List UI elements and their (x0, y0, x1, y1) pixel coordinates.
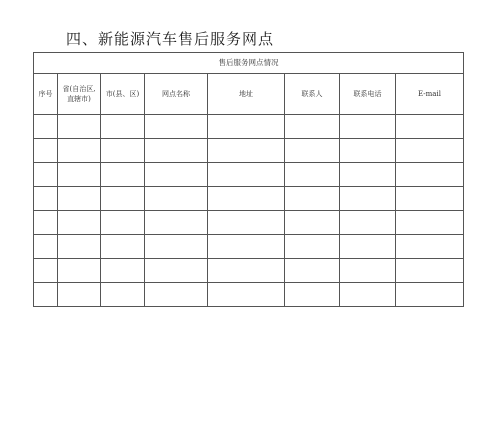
table-cell[interactable] (396, 259, 464, 283)
table-cell[interactable] (101, 163, 145, 187)
table-cell[interactable] (34, 211, 58, 235)
table-cell[interactable] (58, 187, 101, 211)
table-cell[interactable] (145, 163, 208, 187)
table-cell[interactable] (34, 235, 58, 259)
table-cell[interactable] (101, 235, 145, 259)
table-row (34, 187, 464, 211)
table-cell[interactable] (396, 211, 464, 235)
table-cell[interactable] (145, 235, 208, 259)
table-cell[interactable] (145, 139, 208, 163)
table-cell[interactable] (340, 163, 396, 187)
table-row (34, 235, 464, 259)
table-title-row (34, 53, 464, 74)
column-header-contact: 联系人 (285, 74, 340, 115)
column-header-address: 地址 (208, 74, 285, 115)
table-cell[interactable] (396, 115, 464, 139)
table-cell[interactable] (208, 139, 285, 163)
table-cell[interactable] (145, 259, 208, 283)
table-cell[interactable] (208, 235, 285, 259)
table-row (34, 283, 464, 307)
table-cell[interactable] (145, 187, 208, 211)
table-cell[interactable] (58, 259, 101, 283)
table-row (34, 259, 464, 283)
table-cell[interactable] (101, 187, 145, 211)
table-cell[interactable] (340, 259, 396, 283)
table-cell[interactable] (34, 115, 58, 139)
table-cell[interactable] (34, 187, 58, 211)
table-cell[interactable] (285, 115, 340, 139)
table-cell[interactable] (145, 283, 208, 307)
table-cell[interactable] (340, 187, 396, 211)
table-cell[interactable] (101, 283, 145, 307)
table-cell[interactable] (58, 235, 101, 259)
table-cell[interactable] (34, 139, 58, 163)
table-cell[interactable] (285, 259, 340, 283)
column-header-index: 序号 (34, 74, 58, 115)
column-header-email: E-mail (396, 74, 464, 115)
table-cell[interactable] (340, 115, 396, 139)
table-cell[interactable] (101, 115, 145, 139)
table-row (34, 211, 464, 235)
column-header-outlet-name: 网点名称 (145, 74, 208, 115)
table-cell[interactable] (285, 139, 340, 163)
column-header-city: 市(县、区) (101, 74, 145, 115)
table-cell[interactable] (34, 259, 58, 283)
table-cell[interactable] (58, 115, 101, 139)
table-cell[interactable] (208, 115, 285, 139)
table-cell[interactable] (340, 211, 396, 235)
table-header-row (34, 74, 464, 115)
table-cell[interactable] (396, 163, 464, 187)
column-header-phone: 联系电话 (340, 74, 396, 115)
table-cell[interactable] (58, 163, 101, 187)
table-cell[interactable] (340, 283, 396, 307)
table-cell[interactable] (101, 211, 145, 235)
table-cell[interactable] (285, 163, 340, 187)
table-cell[interactable] (285, 235, 340, 259)
table-cell[interactable] (208, 187, 285, 211)
table-cell[interactable] (396, 283, 464, 307)
table-cell[interactable] (285, 187, 340, 211)
column-header-province: 省(自治区,直辖市) (58, 74, 101, 115)
table-cell[interactable] (58, 139, 101, 163)
table-cell[interactable] (208, 211, 285, 235)
table-cell[interactable] (208, 163, 285, 187)
table-cell[interactable] (396, 187, 464, 211)
table-cell[interactable] (34, 163, 58, 187)
table-cell[interactable] (58, 283, 101, 307)
table-cell[interactable] (58, 211, 101, 235)
table-cell[interactable] (145, 211, 208, 235)
table-cell[interactable] (396, 235, 464, 259)
table-cell[interactable] (396, 139, 464, 163)
service-outlet-table (33, 52, 464, 307)
table-cell[interactable] (101, 139, 145, 163)
table-cell[interactable] (145, 115, 208, 139)
table-row (34, 139, 464, 163)
table-row (34, 115, 464, 139)
table-cell[interactable] (285, 283, 340, 307)
table-cell[interactable] (208, 259, 285, 283)
section-heading: 四、新能源汽车售后服务网点 (66, 30, 275, 48)
table-cell[interactable] (340, 235, 396, 259)
table-cell[interactable] (340, 139, 396, 163)
table-cell[interactable] (101, 259, 145, 283)
table-row (34, 163, 464, 187)
table-cell[interactable] (208, 283, 285, 307)
table-cell[interactable] (285, 211, 340, 235)
table-title: 售后服务网点情况 (34, 53, 464, 74)
table-cell[interactable] (34, 283, 58, 307)
